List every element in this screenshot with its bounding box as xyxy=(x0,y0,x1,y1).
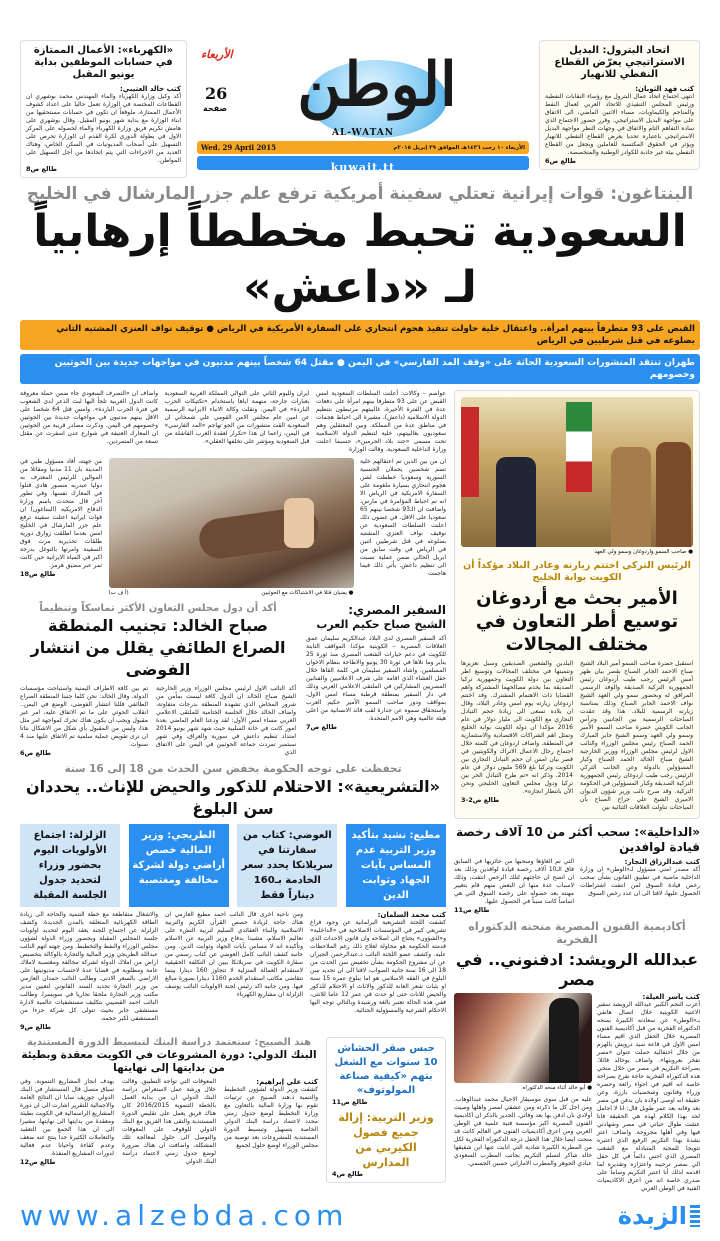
teaser-headline[interactable]: اتحاد البترول: البديل الاستراتيجي يعرّض القطاع النفطي للانهيار xyxy=(554,45,685,80)
continue-link[interactable]: طالع ص11 xyxy=(332,1097,368,1106)
worldbank-columns xyxy=(20,1078,318,1166)
photo-figure xyxy=(656,442,691,547)
date-arabic: الأربعاء ١٠ رجب ١٤٣٦هـ الموافق ٢٩ إبريل ٢٠١٥م xyxy=(393,144,525,151)
photo-figure xyxy=(284,498,314,548)
continue-link[interactable]: طالع ص7 xyxy=(306,722,337,731)
lead-col-left: من جهته، أفاد مسؤول طبي في المدينة بان 11 مدنيا ومقاتلا من الموالين للرئيس المعترف به دوليا عبدربه منصور هادي قتلوا في المعارك نفسها. وفي تطور آخر قال متحدث باسم وزارة الدفاع الامريكية (البنتاغون) ان قوات ايرانية اعتلت سفينة ترفع علم جزر المارشال في الخليج امس بعدما اطلقت زوارق دورية طلقات تحذيرية مرت فوق السفينة وامرتها بالتوغل بدرجة اكبر في المياه الايرانية حين كانت تمر عبر مضيق هرمز. xyxy=(20,458,103,570)
masthead xyxy=(197,40,529,174)
main-grid xyxy=(20,390,700,1192)
puberty-col-3: والاشغال متقاطعة مع خطة التنمية والحاجة الى زيادة الطاقة الكهربائية المتعلقة بالمدن الجديدة. وكشف الزلزلة عن اجتماع للجنة يعقد اليوم لتحديد اولويات جلسة المجلس المقبلة وبحضور وزراء الدولة لشؤون مجلس الوزراء والنفط والتخطيط. ومن جهته اتهم النائب عبدالله الطريجي وزير المالية والتجارة بالوكالة بتخصيص اراض من املاك الدولة لشركة مخالفة ومغتصبة لاملاك عامة ومطلوبة في قضايا عدة لاحتساب مديونيتها على الاراضي بالسعر الادنى. وطالب النائب حمدان العازمي من وزير التجارة تحديد السند القانوني لتعيين مدير مكتب وزير التجارة ملحقا تجاريا في سويسرا. وطالب النائب احمد القضيبي بتكليف مستشفيات عالمية لادارة مستشفى جابر بحيث تتولى كل شركة جزءا من المستشفى لكبر حجمه. xyxy=(20,910,158,1022)
byline: كتب خالد العتيبي: xyxy=(120,85,181,93)
continue-link[interactable]: طالع ص4 xyxy=(332,1169,363,1178)
continue-link[interactable]: طالع ص9 xyxy=(20,1022,51,1031)
ruwaished-headline[interactable]: عبدالله الرويشد: ادفنوني.. في مصر xyxy=(455,950,699,989)
teaser-headline[interactable]: «الكهرباء»: الأعمال الممتازة في حسابات الموظفين بداية يونيو المقبل xyxy=(33,45,174,80)
continue-link[interactable]: طالع ص11 xyxy=(454,905,490,914)
lead-col-left-wrap xyxy=(20,458,102,578)
worldbank-story xyxy=(20,1037,318,1166)
emir-kicker: الرئيس التركي اختتم زيارته وغادر البلاد مؤكداً أن الكويت بوابة الخليج xyxy=(463,560,691,583)
mp-statement-box[interactable]: الزلزلة: اجتماع الأولويات اليوم بحضور وزراء لتحديد جدول الجلسة المقبلة xyxy=(20,824,120,907)
ruwaished-col-right: أعرب النجم الكبير عبدالله الرويشد سفير الاغنية الكويتية خلال اتصال هاتفي بـ«الوطن» عن سعادته الكبيرة بمنحه الدكتوراه الفخرية من قبل أكاديمية الفنون المصرية خلال الحفل الذي اقيم مساء امس الاول في قاعة سيد درويش بالهرم من خلال احتفالية حملت عنوان «مصر تفخر بعروبتها». واضاف بوخالد قائلا: بصراحة التكريم في مصر من خلال منحي هذه الدكتوراه الفخرية حاجة تفرح بصراحة خاصة انه اقيم في اجواء رائعة وحضره وزراء وفنانون وشخصيات بارزة، وعن حقيقة انه اوصى اولاده بان يدفن في مصر بعد وفاته بعد عمر طويل قال: انا لا اجامل لحد بهذا الكلام لهذه هي الحقيقة فانا عشت طوال حياتي في مصر وشهادتي فيها وفي أهلها مجروحة. واضاف: اعتز بشدة بهذا التكريم الرفيع الذي اعتبره تتويجا للمحبة المتبادلة مع الشعب المصري الذي احس دائماً في كل حفل الي بمصر ترحيبه واعتزازه وتقديره لما اقدمه لذلك أنا اعتبر التكريم وساماً على صدري خاصة انه من اعرق الاكاديميات الفنية في الوطن العربي xyxy=(597,1000,700,1192)
ruwaished-col-left-wrap xyxy=(454,993,592,1168)
egypt-headline[interactable]: الشيخ صباح حكيم العرب xyxy=(316,617,446,631)
puberty-col-1-wrap xyxy=(310,911,446,1015)
byline: كتب ياسر العيلة: xyxy=(642,992,700,1001)
teaser-body: أكد وكيل وزارة الكهرباء والماء المهندس محمد بوشهري ان القطاعات المختصة في الوزارة تعمل حاليا على اعداد كشوف الأعمال الممتازة، ملوقعاً ان تكون في حسابات مستحقيها من ابناء الوزارة مع بداية شهر يونيو المقبل. وقال بوشهري على هامش تكريم فريق وزارة الكهرباء والماء لحصوله على المركز الاول في بطولة الدوري لكرة القدم ان الوزارة تحرص على التسهيل على أصحاب المديونيات في السكن الخاص، وهناك العديد من الاجراءات التي يتم اتخاذها من أجل التسهيل على المواطن. xyxy=(26,93,181,164)
emir-col-1: استقبل حضرة صاحب السمو أمير البلاد الشيخ صباح الاحمد الجابر الصباح بقصر بيان ظهر أمس الرئيس رجب طيب أردوغان رئيس الجمهورية التركية الصديقة والوفد الرسمي المرافق له وبحضور سمو ولي العهد الشيخ نواف الاحمد الجابر الصباح وذلك بمناسبة زيارته الرسمية للبلاد. هذا وقد عقدت المباحثات الرسمية بين الجانبين وترأس الجانب الكويتي حضرة صاحب السمو الأمير وسمو ولي العهد وسمو الشيخ جابر المبارك الحمد الصباح رئيس مجلس الوزراء والنائب الاول لرئيس مجلس الوزراء ووزير الخارجية الشيخ صباح الخالد الحمد الصباح وكبار المسؤولين بالدولة وعن الجانب التركي الرئيس رجب طيب اردوغان رئيس الجمهورية التركية الصديقة وكبار المسؤولين في الحكومة التركية. وقد صرح نائب وزير شؤون الديوان الاميري الشيخ علي جراح الصباح بأن المباحثات تناولت العلاقات الثنائية بين xyxy=(580,660,693,812)
byline: كتب علي إبراهيم: xyxy=(256,1078,318,1087)
khaled-columns xyxy=(20,685,296,757)
photo-caption-row xyxy=(109,590,354,597)
ruwaished-col-left: عليه من قبل سوى موسيقار الاجيال محمد عبدالوهاب. ومن اجل كل ما ذكرته ومن عشقي لمصر واهلها وصيت أولادي بان ادفن بها بعد وفاتي. الجدير بالذكر ان اكاديمية الفنون المصرية اكبر مؤسسة فنية علمية في الوطن العربي ومن اعرق أكاديميات الفنون في العالم كانت قد منحت ايضا خلال هذا الحفل درجة الدكتوراه الفخرية لكل من المطربة الكبيرة شادية التي انابت عنها ابن شقيقها خالد شاكر لتسلم التكريم بجانب المطرب السعودي عبادي الجوهر والمطرب الاماراتي حسين الجسمي. xyxy=(454,1095,592,1167)
interior-col-1: أكد مصدر امني مسؤول لـ«الوطن» ان وزارة الداخلية ماضية في تطبيق القانون بشأن سحب رخص قيادة السوق لمن انتفت اشتراطات الحصول عليها، لافتا الى ان عدد رخص السوق xyxy=(580,865,700,897)
khaled-story xyxy=(20,603,296,757)
lead-col-right: ان من بين الذين تم اعتقالهم خلية تضم شخصين يحملان الجنسية السورية وسعوديا خططت لشن هجوم انتحاري بسيارة ملغومة على السفارة الامريكية في الرياض الا انه تم احباط المؤامرة في مارس، واضافت ان الـ93 شخصا بينهم 65 سعوديا على الاقل. في غضون ذلك اعلنت السلطات السعودية عن توقيف نواف العنزي المشتبه بضلوعه في قتل شرطيين اثنين في الرياض في وقت سابق من ابريل الحالي ضمن عملية نسبت الى تنظيم داعش. يأتي ذلك فيما هاجمت xyxy=(360,458,447,578)
interior-columns xyxy=(454,858,700,914)
emir-col-2: البلدين والشعبين الصديقين وسبل تعزيزها وتنميتها في مختلف المجالات وتوسيع اطر التعاون بين دولة الكويت وجمهورية تركيا الصديقة بما يخدم مصالحهما المشتركة واهم القضايا ذات الاهتمام المشترك. وقد اختتم اردوغان زيارته يوم امس وغادر البلاد، وقال ان بلاده تسعى الى زيادة حجم التبادل التجاري مع الكويت الى مليار دولار في عام 2016 مؤكدا ان دولة الكويت بوابة الخليج وتمثل اهم الشراكات الاقتصادية والاستثمارية في المنطقة. واضاف اردوغان في كلمته خلال اجتماع رجال الاعمال الاتراك والكويتيين في قصر بيان امس ان حجم التبادل التجاري بين الكويت وتركيا بلغ 569 مليون دولار في عام 2014، وذكر انه «تم طرح التبادل الحر بين تركيا ودول مجلس التعاون الخليجي ونحن الآن بانتظار انجازه». xyxy=(461,660,573,796)
egypt-body: أكد السفير المصري لدى البلاد عبدالكريم سليمان عمق العلاقات المصرية – الكويتية مؤكدا المواقف الثابتة للكويت في دعم خيارات الشعب المصري منذ ثورة 25 يناير وما تلاها في ثورة 30 يونيو والاطاحة بنظام الاخوان المسلمين. واشاد السفير سليمان في كلمة القاها خلال حفل العشاء الذي اقامه على شرف الاعلاميين والفنانين المصريين المشاركين في الملتقى الاعلامي العربي وذلك في دار السفير بمنطقة قرطبة مساء امس الاول، بمواقف ودور صاحب السمو الأمير حكيم العرب واستحقاق سموه عن جدارة لقب قائد الانسانية من اعلى هيئة عالمية وهي الامم المتحدة. xyxy=(306,634,446,722)
khaled-col-2: تم بين كافة الاطراف اليمنية واستباحت مؤسسات الدولة. وقال الخالد: نحن كلما جنبنا المنطقة الصراع الطائفي قللنا انتشار الفوضى، الوضع في اليمن.. انقلاب الحوثي على ما تم الاتفاق عليه، امر غير مقبول ويجب ان يكون هناك تحرك لمواجهة امر مثل هذا، وليس من المقبول بأي شكل من الاشكال بتاتا ان نرى تقويض عملية سلمية تم الاتفاق عليها منذ 4 سنوات. xyxy=(20,685,148,749)
continue-link[interactable]: طالع ص8 xyxy=(26,165,57,173)
worldbank-col-2: المعوقات التي تواجه التطبيق. وقالت خلال ورشة عمل لاستعراض دراسة البنك الدولي ان من بداية العمل بالخطة التنموية 2016/2015 كان هناك فريق يعمل على تقليص الدورة المستندية والتقى هذا الفريق مع البنك الدولي للوقوف على المعوقات والتوصل الى حلول لمعالجة تلك المشكلة، واضافت ان هناك ضرورة لوضع جدول زمني لاعتماد دراسة البنك الدولي xyxy=(122,1078,216,1166)
hashash-kicker[interactable]: حبس صقر الحشاش 10 سنوات مع الشغل بتهم «كيفية صناعة المولوتوف» xyxy=(334,1042,438,1096)
lead-photo-yemen xyxy=(109,458,354,588)
left-section xyxy=(20,390,446,1183)
puberty-kicker: تحفظت على توجه الحكومة بخفض سن الحدث من 18 إلى 16 سنة xyxy=(64,763,402,776)
teaser-oil-union[interactable] xyxy=(539,40,700,170)
emir-erdogan-story xyxy=(454,390,700,819)
puberty-col-3-wrap xyxy=(20,911,158,1031)
egypt-story xyxy=(306,603,446,731)
worldbank-col-1-wrap xyxy=(224,1078,318,1150)
lead-col-1: عواصم – وكالات: أعلنت السلطات السعودية امس القبض عن على 93 متطرفا بينهم امرأة على دفعات عدة في الفترة الأخيرة، غالبيتهم مرتبطون بتنظيم الدولة الاسلامية (داعش)، مشيرة الى احباط هجمات في مناطق عدة من المملكة. وبين المعتقلين وهم سعوديون بغالبيتهم، خلية لتنظيم الدولة الاسلامية تحت مسمى «جند بلاد الحرمين»، حسبما اعلنت وزارة الداخلية السعودية. وقالت الوزارة xyxy=(316,390,446,454)
emir-photo xyxy=(461,397,693,547)
lead-col-3: واضاف ان «التصرف السعودي جاء ضمن حملة معروفة كانت الدول الغربية تلجأ اليها لبث الذعر لدى الشعوب في فترة الحرب الباردة». وامس قتل 64 شخصا على الاقل بينهم مدنيون في مواجهات جديدة بين الحوثيين وخصومهم في اليمن. وذكرت مصادر قريبة من الحوثيين ان المعارك العنيفة في شوارع عدن اسفرت عن مقتل تسعة من المتمردين. xyxy=(20,390,158,446)
education-headline[interactable]: وزير التربية: إزالة جميع فصول الكيربي من المدارس xyxy=(338,1110,434,1169)
newspaper-logo[interactable]: الوطن xyxy=(297,50,457,120)
top-row xyxy=(20,40,700,178)
lead-top-columns xyxy=(20,390,446,454)
byline: كتب عبدالرزاق النجار: xyxy=(624,857,700,866)
website-link[interactable]: kuwait.tt xyxy=(330,161,396,174)
lead-blue-bar: طهران تنتقد المنشورات السعودية الحاثة على «وقف المد الفارسي» في اليمن ● مقتل 64 شخصاً بينهم مدنيون في مواجهات جديدة بين الحوثيين وخصومهم xyxy=(20,354,700,384)
worldbank-col-3-wrap xyxy=(20,1078,114,1166)
worldbank-kicker: هند الصبيح: سنعتمد دراسة البنك لتبسيط الدورة المستندية xyxy=(26,1036,312,1048)
day-label: الأربعاء xyxy=(201,48,233,61)
khaled-col-2-wrap xyxy=(20,685,148,757)
lead-photo-wrap xyxy=(109,458,354,597)
footer-logo xyxy=(618,1202,700,1230)
flag-turkey xyxy=(461,407,479,497)
website-bar[interactable] xyxy=(197,156,529,174)
ruwaished-columns xyxy=(454,993,700,1193)
flag-kuwait xyxy=(566,402,592,492)
ruwaished-kicker: أكاديمية الفنون المصرية منحته الدكتوراه الفخرية xyxy=(468,919,686,947)
date-bar xyxy=(197,141,529,154)
photo-caption: ● أبو خالد أثناء منحه الدكتوراه xyxy=(522,1084,592,1091)
footer-website[interactable]: www.alzebda.com xyxy=(20,1198,349,1232)
teaser-body: انتهى اجتماع اتحاد عمال البترول مع رؤساء النقابات النفطية ورئيس المجلس التنفيذي للاتحاد العربي لعمال النفط والمناجم والكيماويات، مساء الاثنين الماضي، الى الاتفاق على مواجهة البديل الاستراتيجي. وقرر حضور الاجتماع الذي ساده التفاهم التام والاتفاق في وجهات النظر مواجهة البديل الاستراتيجي باعتباره تحديا يعرض القطاع النفطي للانهيار ويؤثر في الحقوق المكتسبة للعاملين ويجعل من القطاع النفطي بيئة غير جاذبة للكوادر الوطنية والمتخصصة. xyxy=(545,93,694,156)
photo-figure xyxy=(611,447,651,547)
puberty-headline[interactable]: «التشريعية»: الاحتلام للذكور والحيض للإناث.. يحددان سن البلوغ xyxy=(26,776,440,818)
puberty-columns xyxy=(20,911,446,1031)
emir-col-2-wrap xyxy=(461,660,573,804)
menu-lines-icon xyxy=(690,1205,700,1227)
continue-link[interactable]: طالع ص12 xyxy=(20,1158,56,1167)
khaled-headline[interactable]: صباح الخالد: تجنيب المنطقة الصراع الطائفي يقلل من انتشار الفوضى xyxy=(30,616,286,680)
lead-headline[interactable]: السعودية تحبط مخططاً إرهابياً لـ «داعش» xyxy=(33,206,687,314)
puberty-col-1: كشفت اللجنة التشريعية البرلمانية عن وجود فراغ تشريعي كبير في المؤسسات الاصلاحية في «الداخلية» و«الشؤون» يحتاج الى اصلاحه وان قانون الاحداث الذي قدمته الحكومة هو محاولة لعلاج ذلك رغم الملاحظات عليه. وكشف عضو اللجنة النائب د.عبدالرحمن الجيران عن ان مشروع الحكومة بشأن تخفيض سن الحدث من 18 الى 16 سنة جانبه الصواب، لافتا الى ان تحديد سن البلوغ في الفقه الاسلامي هو اما ببلوغ عمره 15 سنة او بثبات شعر العانة للذكور والاناث او الاحتلام للذكور والحيض للاناث حتى لو حدث في عمر 12 عاما للانثى، ففي هذه الحالة تعتبر بالغة ورشيدة وبالتالي توجه اليها الاحكام الشرعية والمسؤولية الجنائية. xyxy=(310,918,447,1014)
continue-link[interactable]: طالع ص2-3 xyxy=(461,796,500,805)
byline: كتب محمد السلمان: xyxy=(377,910,446,919)
khaled-col-1: أكد النائب الاول لرئيس مجلس الوزراء وزير الخارجية الشيخ صباح الخالد ان الدول كافة ليست بمأمن من شرور المخاض الذي تشهده المنطقة بدرجات متفاوتة، واضاف الخالد خلال الجلسة الختامية للملتقى الاعلامي العربي مساء امس الأول: لقد ودعنا العام الماضي بعدة امور كانت في خانة السلبية حيث شهد شهر يونيو 2014 امتداد تنظيم داعش في سورية والعراق، وفي شهر سبتمبر تمردت جماعة الحوثيين في اليمن على الاتفاق الذي xyxy=(156,685,296,757)
interior-col-1-wrap xyxy=(580,858,700,898)
ruwaished-col-right-wrap xyxy=(597,993,700,1193)
egypt-kicker: السفير المصري: xyxy=(348,603,446,618)
photo-caption: ● صاحب السمو واردوغان وسمو ولي العهد xyxy=(594,549,693,556)
right-section xyxy=(454,390,700,1192)
mp-statement-box[interactable]: العوضي: كتاب من سفارتنا في سريلانكا يحدد سعر الخادمة بـ160 ديناراً فقط xyxy=(237,824,337,907)
worldbank-col-3: بهدف انجاز المشاريع التنموية. وفي سياق متصل قال المستشار في البنك الدولي جوزيف سابا ان النتائج العامة والاجمالية للتقرير اشارت الى ان دورة المشاريع الراسمالية في الكويت بطيئة ومعقدة من بدايتها الى نهايتها، مشيرا الى ان هذا الجمع بين التعقيد والتعاملات الكثيرة جدا ينتج عنه ضعف وعدم كفاءة واحيانا عدم فعالية لدورات المشاريع المنفذة. xyxy=(20,1078,114,1158)
lead-col-2: ايران ولليوم الثاني على التوالي المملكة العربية السعودية بعبارات جارحة، متهمة اياها باستخدام «تكتيكات الحرب الباردة» في اليمن. ونقلت وكالة الانباء الايرانية الرسمية عن امين عام مجلس الامن القومي علي شمخاني ان السعودية القت منشورات من الجو تهاجم «المد الفارسي» في اليمن، زاعما ان هذا «تكرار لعقدة الغرب الفاشلة من قبل السعودية ومؤشر على تخلفها العقلي». xyxy=(164,390,310,446)
date-english: Wed. 29 April 2015 xyxy=(201,143,276,152)
interior-col-2-wrap xyxy=(454,858,574,914)
ruwaished-photo xyxy=(454,993,592,1083)
worldbank-headline[interactable]: البنك الدولي: دورة المشروعات في الكويت معقدة وبطيئة من بدايتها إلى نهايتها xyxy=(21,1048,317,1074)
latin-name: AL-WATAN xyxy=(332,128,394,138)
pages-count: 26 xyxy=(205,84,228,103)
khaled-egypt-row xyxy=(20,603,446,757)
photo-figure xyxy=(549,998,579,1083)
emir-columns xyxy=(461,660,693,812)
worldbank-row xyxy=(20,1037,446,1183)
continue-link[interactable]: طالع ص6 xyxy=(545,157,576,165)
hashash-box xyxy=(326,1037,446,1183)
footer xyxy=(20,1199,700,1233)
byline: كتب فهد الثوبان: xyxy=(635,85,694,93)
photo-figure xyxy=(496,457,536,547)
khaled-kicker: أكد أن دول مجلس التعاون الأكثر تماسكاً وتنظيماً xyxy=(39,603,277,615)
lead-bottom-columns xyxy=(20,458,446,597)
interior-col-2: التي تم الغاؤها وسحبها من حائزيها في السابق فاق الـ10 آلاف رخصة قيادة لوافدين وذلك بعد ان اتضح ان حاجتهم لتلك الرخص انتفت، وذلك لاسباب عدة منها ان البعض منهم قام بتغيير مهنته بعد حصوله على رخصة السوق التي هي اساساً كانت سبباً في الحصول عليها. xyxy=(454,857,575,905)
mp-statement-box[interactable]: مطيع: نشيد بتأكيد وزير التربية عدم المساس بآيات الجهاد وثوابت الدين xyxy=(346,824,446,907)
continue-link[interactable]: طالع ص6 xyxy=(20,749,51,758)
interior-headline[interactable]: «الداخلية»: سحب أكثر من 10 آلاف رخصة قيادة لوافدين xyxy=(456,825,700,854)
mp-statements xyxy=(20,824,446,907)
lead-kicker: البنتاغون: قوات إيرانية تعتلي سفينة أمريكية ترفع علم جزر المارشال في الخليج xyxy=(26,184,694,204)
continue-link[interactable]: طالع ص18 xyxy=(20,570,56,579)
worldbank-col-1: كشفت وزير الدولة لشؤون التخطيط والتنمية د.هند الصبيح عن ترتيبات تقوم بها وزارة المالية بالتعاون مع وزارة التخطيط لوضع جدول زمني محدد لاعتماد دراسة البنك الدولي الخاصة بتسهيل وتبسيط الدورة المستندية للمشروعات بعد توصية من مجلس الوزراء لوضع حلول لجميع xyxy=(224,1086,318,1150)
photo-caption: ● يمنيان قتلا في الاشتباكات مع الحوثيين xyxy=(261,590,354,597)
puberty-col-2: ومن ناحية اخرى قال النائب احمد مطيع العازمي ان هناك حاجة لزيادة حصص القرآن الكريم والتربية الاسلامية والبناء العقائدي السليم لتربية النشء على تعاليم الاسلام، مشيدا بدفاع وزير التربية عن الاسلام وتأكيده انه لا مساس بآيات الجهاد وثوابت الدين. ومن جانبه كشف النائب كامل العوضي عن كتاب رسمي من سفارة الكويت في سريلانكا يبين ان التكلفة الحقيقية لاستقدام العمالة المنزلية لا تتجاوز 160 دينارا بينما تتقاضى مكاتب استقدام الخدم 1160 دينارا بصورة مبالغ فيها. ومن جانبه اكد رئيس لجنة الاولويات النائب يوسف الزلزلة ان مشاريع الكهرباء xyxy=(165,910,304,998)
mp-statement-box[interactable]: الطريجي: وزير المالية خصص أراضي دولة لشركة مخالفة ومغتصبة xyxy=(129,824,229,907)
photo-credit: (أ ف ب) xyxy=(108,590,129,597)
teaser-electricity[interactable] xyxy=(20,40,187,178)
pages-label: صفحة xyxy=(203,104,228,113)
footer-logo-text: الزبدة xyxy=(617,1201,687,1230)
lead-orange-bar: القبض على 93 متطرفاً بينهم امرأة.. واعتقال خلية حاولت تنفيذ هجوم انتحاري على السفارة الأمريكية في الرياض ● توقيف نواف العنزي المشتبه الثاني بضلوعه في قتل شرطيين في الرياض xyxy=(20,320,700,350)
emir-headline[interactable]: الأمير بحث مع أردوغان توسيع أطر التعاون في مختلف المجالات xyxy=(475,588,679,656)
